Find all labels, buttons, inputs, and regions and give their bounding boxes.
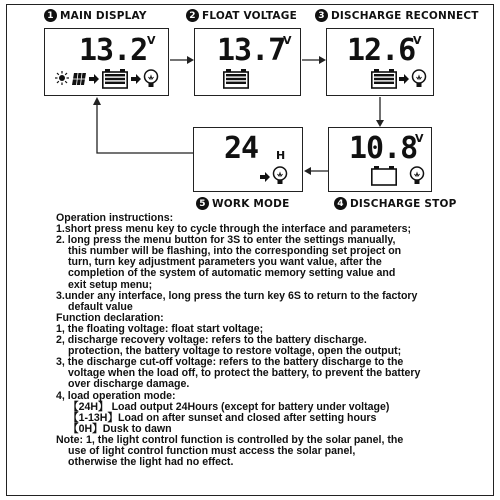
instructions-heading: Operation instructions: xyxy=(56,212,174,224)
main-display-header xyxy=(44,9,147,22)
discharge-stop-header xyxy=(334,197,456,210)
battery-full-icon xyxy=(102,69,128,89)
instructions-block xyxy=(56,213,494,468)
arrow-right-icon xyxy=(260,172,270,182)
function-line: 【1-13H】Load on after sunset and closed after setting hours xyxy=(68,411,377,424)
discharge-reconnect-title: DISCHARGE RECONNECT xyxy=(331,9,479,22)
instruction-line: completion of the system of automatic memory setting value and xyxy=(68,267,396,280)
function-line: 【24H】 Load output 24Hours (except for battery under voltage) xyxy=(68,400,390,413)
function-line: Note: 1, the light control function is controlled by the solar panel, the xyxy=(56,433,404,446)
work-mode-title: WORK MODE xyxy=(212,197,290,210)
hours-unit: H xyxy=(276,149,286,162)
function-heading: Function declaration: xyxy=(56,311,164,324)
arrow-right-icon xyxy=(131,74,141,84)
voltage-unit: V xyxy=(415,132,424,145)
sun-icon xyxy=(55,71,69,85)
discharge-stop-lcd xyxy=(328,127,432,192)
battery-empty-icon xyxy=(371,166,397,186)
voltage-unit: V xyxy=(147,34,156,47)
main-display-title: MAIN DISPLAY xyxy=(60,9,147,22)
instruction-line: default value xyxy=(68,300,133,313)
main-display-value: 13.2 xyxy=(79,33,148,68)
flow-arrow-5-1 xyxy=(92,96,194,158)
instruction-line: 2. long press the menu button for 3S to enter the settings manually, xyxy=(56,234,396,247)
instruction-line: 1.short press menu key to cycle through the interface and parameters; xyxy=(56,223,411,236)
step-number-badge: 5 xyxy=(196,197,209,210)
instruction-line: this number will be flashing, into the corresponding set project on xyxy=(68,245,402,258)
float-voltage-value: 13.7 xyxy=(217,33,286,68)
step-number-badge: 1 xyxy=(44,9,57,22)
arrow-right-icon xyxy=(89,74,99,84)
solar-panel-icon xyxy=(71,72,87,86)
instruction-line: exit setup menu; xyxy=(68,278,153,291)
function-line: 【0H】Dusk to dawn xyxy=(68,422,172,435)
step-number-badge: 3 xyxy=(315,9,328,22)
instruction-line: 3.under any interface, long press the turn key 6S to return to the factory xyxy=(56,289,418,302)
discharge-reconnect-lcd xyxy=(326,28,434,96)
work-mode-lcd xyxy=(193,127,303,192)
discharge-reconnect-header xyxy=(315,9,479,22)
flow-arrow-2-3 xyxy=(302,55,326,65)
function-line: use of light control function must access the solar panel, xyxy=(68,444,356,457)
discharge-reconnect-value: 12.6 xyxy=(347,33,416,68)
function-line: 3, the discharge cut-off voltage: refers to the battery discharge to the xyxy=(56,356,404,369)
bulb-icon xyxy=(409,166,425,186)
discharge-stop-title: DISCHARGE STOP xyxy=(350,197,457,210)
voltage-unit: V xyxy=(283,34,292,47)
float-voltage-title: FLOAT VOLTAGE xyxy=(202,9,297,22)
flow-arrow-4-5 xyxy=(304,166,328,176)
function-line: 2, discharge recovery voltage: refers to the battery discharge. xyxy=(56,334,367,347)
function-line: voltage when the load off, to protect the battery, to prevent the battery xyxy=(68,367,421,380)
flow-arrow-1-2 xyxy=(170,55,194,65)
battery-full-icon xyxy=(223,69,249,89)
discharge-stop-value: 10.8 xyxy=(349,131,418,166)
voltage-unit: V xyxy=(413,34,422,47)
work-mode-header xyxy=(196,197,289,210)
function-line: protection, the battery voltage to restore voltage, open the output; xyxy=(68,345,402,358)
bulb-icon xyxy=(411,69,427,89)
function-line: 1, the floating voltage: float start voltage; xyxy=(56,322,264,335)
battery-full-icon xyxy=(371,69,397,89)
float-voltage-header xyxy=(186,9,297,22)
instruction-line: turn, turn key adjustment parameters you want value, after the xyxy=(68,256,382,269)
float-voltage-lcd xyxy=(194,28,301,96)
step-number-badge: 4 xyxy=(334,197,347,210)
work-mode-value: 24 xyxy=(224,131,259,166)
bulb-icon xyxy=(143,69,159,89)
bulb-icon xyxy=(272,166,288,186)
function-line: 4, load operation mode: xyxy=(56,389,176,402)
function-line: over discharge damage. xyxy=(68,378,190,391)
function-line: otherwise the light had no effect. xyxy=(68,456,234,469)
main-display-lcd xyxy=(44,28,169,96)
arrow-right-icon xyxy=(399,74,409,84)
flow-arrow-3-4 xyxy=(375,97,385,127)
step-number-badge: 2 xyxy=(186,9,199,22)
